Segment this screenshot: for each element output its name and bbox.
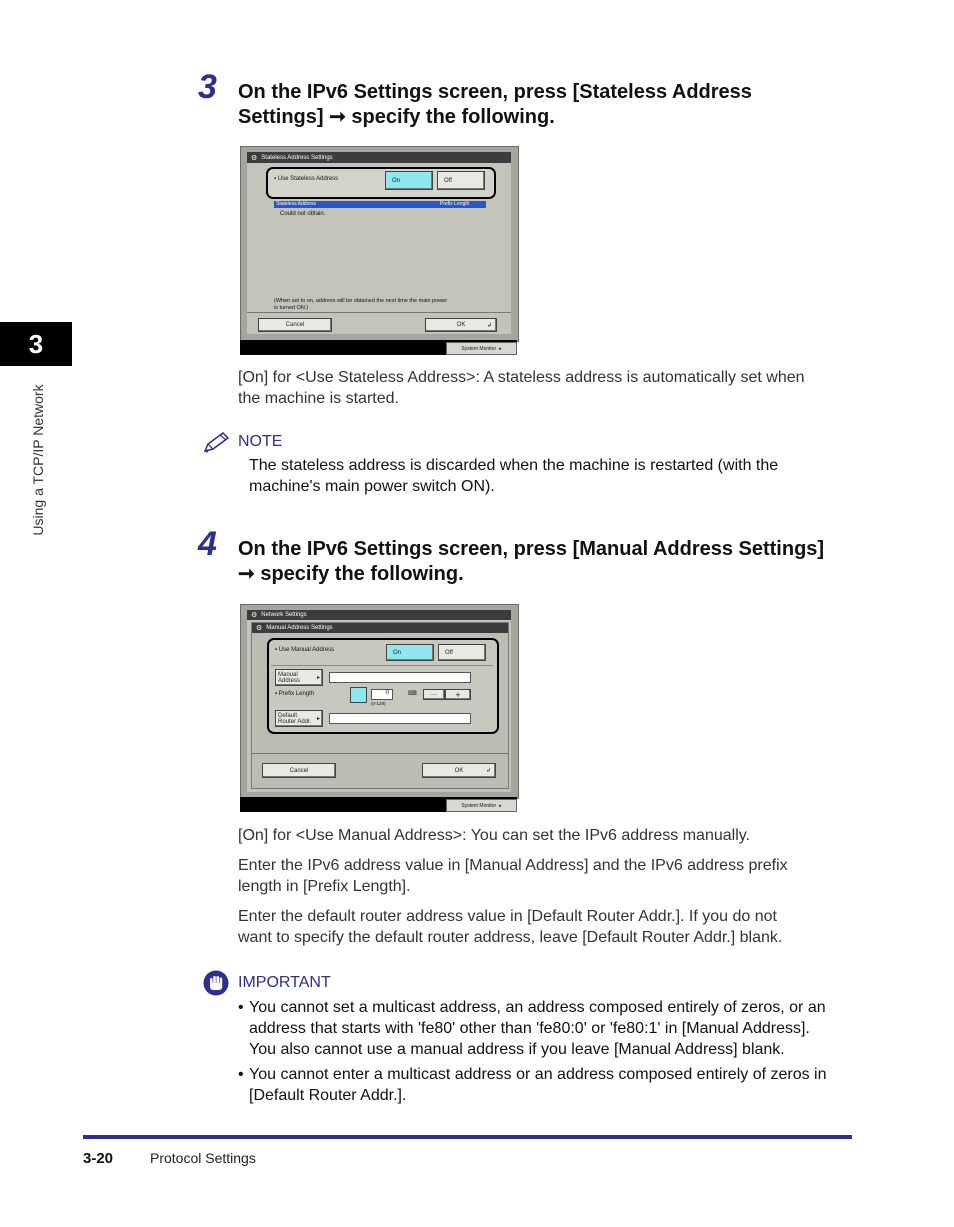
return-icon: ↲: [486, 323, 492, 329]
stateless-off-button[interactable]: Off: [437, 171, 485, 190]
manual-ok-label: OK: [454, 767, 464, 774]
system-monitor-button[interactable]: [446, 342, 517, 355]
minus-button[interactable]: —: [423, 689, 445, 700]
screen-title: Stateless Address Settings: [261, 154, 333, 161]
bullet-dot: •: [238, 999, 244, 1016]
manual-cancel-button[interactable]: Cancel: [262, 763, 336, 778]
important-bullet-2-line2: [Default Router Addr.].: [249, 1087, 407, 1104]
manual-settings-screen: [240, 604, 519, 799]
important-bullet-1-line1: You cannot set a multicast address, an address composed entirely of zeros, or an: [249, 999, 826, 1016]
manual-gear-icon: ⚙: [256, 625, 263, 632]
system-monitor-label-2: System Monitor: [461, 802, 497, 809]
footer-divider: [247, 312, 511, 313]
step-4-title-line1: On the IPv6 Settings screen, press [Manual Address Settings]: [238, 538, 825, 560]
stateless-note-line2: is turned ON.): [274, 305, 309, 311]
important-bullet-2-text: [249, 1064, 827, 1106]
step-4-title-line2: ➞ specify the following.: [238, 563, 464, 585]
note-line1: The stateless address is discarded when the machine is restarted (with the: [249, 457, 779, 474]
use-stateless-group: [266, 167, 496, 199]
stateless-panel: [247, 152, 511, 334]
settings-gear-icon: ⚙: [251, 154, 258, 162]
router-description-line1: Enter the default router address value in [Default Router Addr.]. If you do not: [238, 908, 777, 925]
router-description-line2: want to specify the default router address, leave [Default Router Addr.] blank.: [238, 929, 783, 946]
important-heading: IMPORTANT: [238, 974, 331, 991]
bullet-dot: •: [238, 1066, 244, 1083]
outer-title-bar: [247, 610, 511, 620]
ok-button[interactable]: [425, 318, 497, 332]
manual-title-bar: [252, 623, 508, 633]
ok-label: OK: [456, 322, 466, 328]
network-gear-icon: ⚙: [251, 612, 258, 619]
step-4-number: 4: [198, 525, 217, 563]
step-3-title: [238, 80, 752, 130]
keypad-icon: ⌨: [408, 691, 417, 697]
default-router-label-line1: Default: [278, 712, 298, 719]
network-settings-panel: [247, 610, 511, 792]
prefix-select-key[interactable]: [350, 687, 367, 703]
default-router-field[interactable]: [329, 713, 471, 724]
stateless-description-line2: the machine is started.: [238, 390, 399, 407]
page-number: 3-20: [83, 1150, 114, 1167]
manual-title: Manual Address Settings: [266, 625, 333, 631]
system-monitor-bar: [240, 340, 517, 355]
arrow-right-icon: ▸: [316, 716, 320, 722]
col-prefix-length: Prefix Length: [440, 201, 470, 207]
step-3-title-line2: Settings] ➞ specify the following.: [238, 106, 555, 128]
footer-rule: [83, 1135, 852, 1139]
manual-address-button[interactable]: [275, 669, 323, 686]
section-side-label: Using a TCP/IP Network: [30, 384, 46, 536]
step-3-title-line1: On the IPv6 Settings screen, press [Stateless Address: [238, 81, 752, 103]
arrow-right-icon: ▸: [499, 345, 502, 352]
important-bullet-1-text: [249, 997, 826, 1060]
stateless-settings-screen: [240, 146, 519, 342]
manual-panel: [251, 622, 509, 789]
system-monitor-button-2[interactable]: [446, 799, 517, 812]
address-list-header: [274, 201, 486, 208]
important-bullet-2-line1: You cannot enter a multicast address or an address composed entirely of zeros in: [249, 1066, 827, 1083]
stateless-description-line1: [On] for <Use Stateless Address>: A stateless address is automatically set when: [238, 369, 805, 386]
outer-title: Network Settings: [261, 612, 307, 618]
prefix-description-line2: length in [Prefix Length].: [238, 878, 411, 895]
hand-stop-icon: [202, 969, 230, 1002]
manual-address-field[interactable]: [329, 672, 471, 683]
stateless-note: [274, 298, 447, 312]
manual-footer-divider: [252, 753, 508, 754]
manual-off-button[interactable]: Off: [438, 644, 486, 661]
prefix-description-line1: Enter the IPv6 address value in [Manual Address] and the IPv6 address prefix: [238, 857, 788, 874]
status-text: Could not obtain.: [280, 211, 326, 217]
arrow-right-icon: ▸: [316, 675, 320, 681]
use-manual-label: ▪ Use Manual Address: [275, 647, 335, 653]
note-text: [249, 455, 778, 497]
return-icon: ↲: [485, 768, 491, 774]
arrow-right-icon: ▸: [499, 802, 502, 809]
footer-section-title: Protocol Settings: [150, 1150, 256, 1166]
system-monitor-bar-2: [240, 797, 517, 812]
manual-address-label: [278, 672, 300, 684]
manual-address-group: [267, 638, 499, 734]
default-router-label-line2: Router Addr.: [278, 718, 312, 725]
use-stateless-label: ▪ Use Stateless Address: [274, 176, 339, 182]
manual-address-label-line2: Address: [278, 677, 301, 684]
prefix-length-label: ▪ Prefix Length: [275, 691, 315, 697]
prefix-range: (0-128): [371, 701, 386, 706]
prefix-description: [238, 855, 788, 897]
default-router-label: [278, 713, 311, 725]
router-description: [238, 906, 782, 948]
col-stateless-address: Stateless Address: [276, 201, 317, 207]
important-bullet-2: [238, 1064, 827, 1106]
stateless-on-button[interactable]: On: [385, 171, 433, 190]
step-4-title: [238, 537, 824, 587]
manual-ok-button[interactable]: [422, 763, 496, 778]
stateless-description: [238, 367, 858, 409]
prefix-length-field[interactable]: 0: [371, 689, 393, 700]
plus-button[interactable]: +: [445, 689, 471, 700]
group-divider: [271, 665, 493, 666]
manual-on-button[interactable]: On: [386, 644, 434, 661]
note-line2: machine's main power switch ON).: [249, 478, 495, 495]
screen-title-bar: [247, 152, 511, 163]
important-bullet-1-line3: You also cannot use a manual address if you leave [Manual Address] blank.: [249, 1041, 785, 1058]
important-bullet-1: [238, 997, 826, 1060]
manual-address-label-line1: Manual: [278, 671, 298, 678]
system-monitor-label: System Monitor: [461, 345, 497, 352]
stateless-note-line1: (When set to on, address will be obtained the next time the main power: [274, 298, 448, 304]
pencil-icon: [201, 431, 231, 460]
default-router-button[interactable]: [275, 710, 323, 727]
cancel-button[interactable]: Cancel: [258, 318, 332, 332]
chapter-tab: 3: [0, 322, 72, 366]
manual-description: [On] for <Use Manual Address>: You can set the IPv6 address manually.: [238, 827, 750, 844]
step-3-number: 3: [198, 68, 217, 106]
note-heading: NOTE: [238, 433, 283, 450]
important-bullet-1-line2: address that starts with 'fe80' other than 'fe80:0' or 'fe80:1' in [Manual Address].: [249, 1020, 810, 1037]
